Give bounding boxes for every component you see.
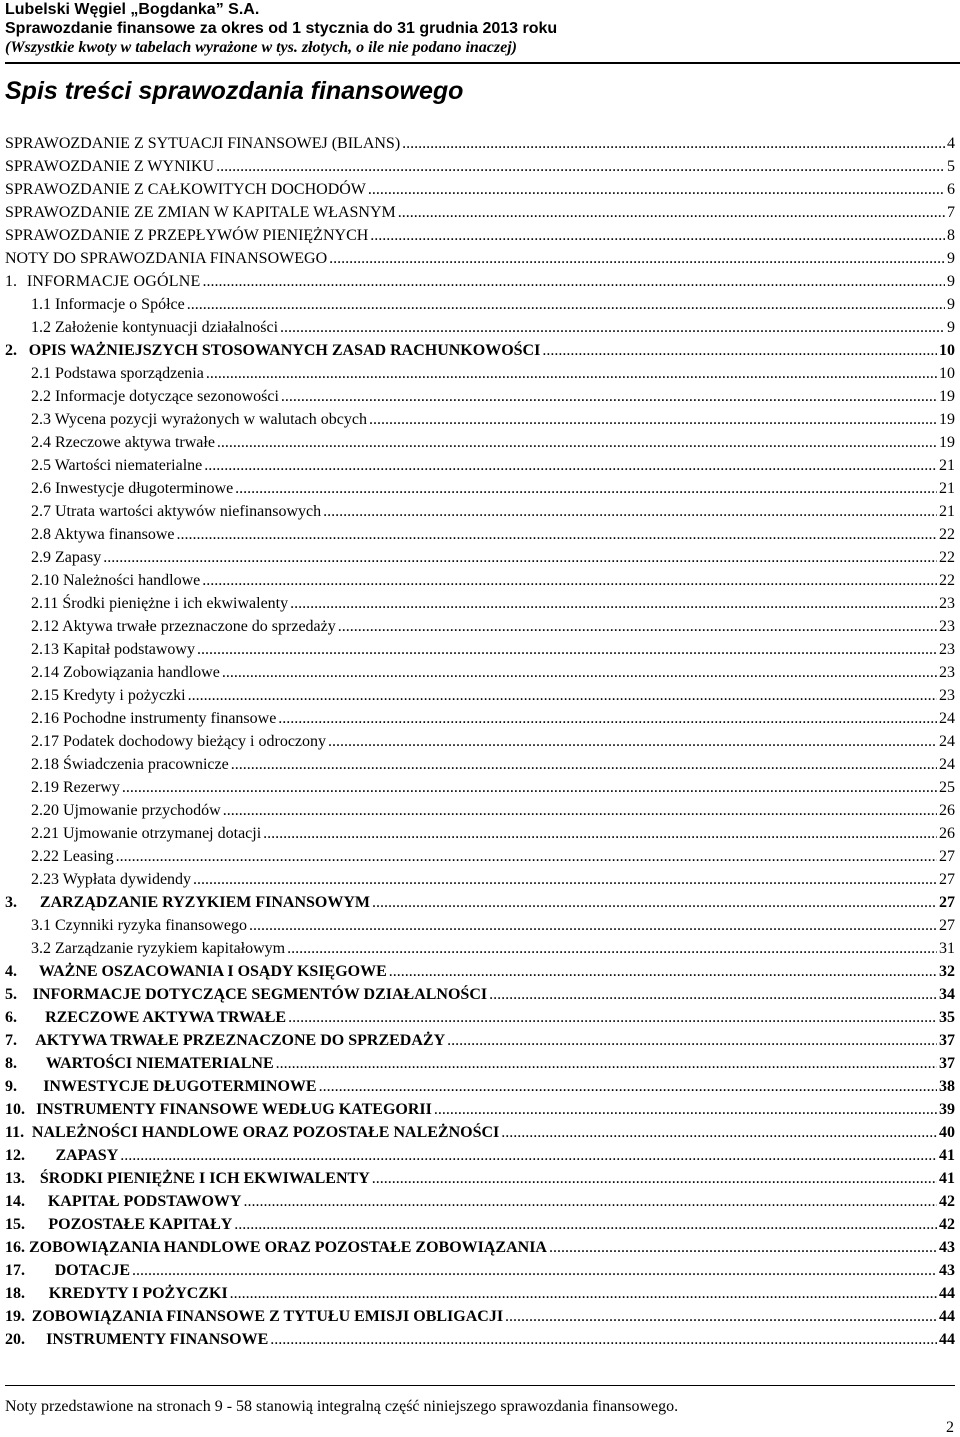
toc-entry[interactable]	[5, 613, 955, 636]
currency-note: (Wszystkie kwoty w tabelach wyrażone w tys. złotych, o ile nie podano inaczej)	[5, 39, 517, 56]
toc-entry[interactable]	[5, 1280, 955, 1303]
toc-entry-label: NOTY DO SPRAWOZDANIA FINANSOWEGO	[5, 250, 328, 267]
toc-entry[interactable]	[5, 590, 955, 613]
toc-dot-leader	[372, 893, 937, 912]
toc-entry-page: 31	[939, 940, 955, 957]
toc-entry-page: 22	[939, 549, 955, 566]
toc-dot-leader	[177, 525, 937, 544]
toc-entry-label: WAŻNE OSZACOWANIA I OSĄDY KSIĘGOWE	[38, 963, 387, 980]
toc-entry-page: 9	[947, 250, 955, 267]
toc-entry-label: ZOBOWIĄZANIA HANDLOWE ORAZ POZOSTAŁE ZOBOWIĄZANIA	[28, 1239, 547, 1256]
toc-entry[interactable]	[5, 544, 955, 567]
toc-entry[interactable]	[5, 981, 955, 1004]
toc-entry[interactable]	[5, 1004, 955, 1027]
toc-dot-leader	[389, 962, 937, 981]
toc-entry-page: 21	[939, 457, 955, 474]
toc-entry[interactable]	[5, 1303, 955, 1326]
toc-entry[interactable]	[5, 1073, 955, 1096]
toc-entry[interactable]	[5, 199, 955, 222]
toc-entry[interactable]	[5, 1326, 955, 1349]
toc-entry-page: 24	[939, 756, 955, 773]
toc-dot-leader	[278, 709, 937, 728]
toc-entry-label: SPRAWOZDANIE Z SYTUACJI FINANSOWEJ (BILANS)	[5, 135, 401, 152]
toc-entry-number: 18.	[5, 1285, 25, 1302]
toc-entry-label: 3.1 Czynniki ryzyka finansowego	[31, 917, 247, 934]
toc-dot-leader	[249, 916, 937, 935]
toc-entry-page: 44	[939, 1285, 955, 1302]
toc-entry[interactable]	[5, 498, 955, 521]
toc-entry[interactable]	[5, 406, 955, 429]
footer-note: Noty przedstawione na stronach 9 - 58 stanowią integralną część niniejszego sprawozdania finansowego.	[5, 1398, 679, 1415]
toc-entry[interactable]	[5, 751, 955, 774]
toc-entry-number: 11.	[5, 1124, 25, 1141]
toc-dot-leader	[288, 1008, 937, 1027]
toc-dot-leader	[222, 663, 937, 682]
toc-dot-leader	[276, 1054, 937, 1073]
toc-entry-page: 26	[939, 802, 955, 819]
toc-dot-leader	[202, 571, 937, 590]
toc-entry[interactable]	[5, 705, 955, 728]
toc-entry-number: 5.	[5, 986, 17, 1003]
toc-entry-page: 44	[939, 1331, 955, 1348]
toc-entry-page: 10	[939, 365, 955, 382]
toc-dot-leader	[368, 180, 945, 199]
toc-entry[interactable]	[5, 958, 955, 981]
toc-entry-label: WARTOŚCI NIEMATERIALNE	[45, 1055, 274, 1072]
toc-entry-label: 2.22 Leasing	[31, 848, 114, 865]
toc-entry-label: 2.4 Rzeczowe aktywa trwałe	[31, 434, 215, 451]
toc-entry-page: 38	[939, 1078, 955, 1095]
toc-dot-leader	[402, 134, 945, 153]
toc-dot-leader	[202, 272, 945, 291]
toc-dot-leader	[204, 456, 937, 475]
page-title: Spis treści sprawozdania finansowego	[5, 77, 464, 105]
toc-dot-leader	[281, 387, 937, 406]
toc-entry-page: 27	[939, 894, 955, 911]
toc-entry-label: INSTRUMENTY FINANSOWE	[46, 1331, 269, 1348]
toc-entry[interactable]	[5, 176, 955, 199]
toc-entry-number: 1.	[5, 273, 17, 290]
toc-entry-label: 2.3 Wycena pozycji wyrażonych w walutach obcych	[31, 411, 367, 428]
toc-entry-label: 2.12 Aktywa trwałe przeznaczone do sprzedaży	[31, 618, 336, 635]
toc-dot-leader	[243, 1192, 937, 1211]
toc-entry-page: 19	[939, 388, 955, 405]
toc-entry-label: ZARZĄDZANIE RYZYKIEM FINANSOWYM	[39, 894, 371, 911]
toc-dot-leader	[263, 824, 937, 843]
toc-entry-page: 10	[939, 342, 955, 359]
toc-entry[interactable]	[5, 1211, 955, 1234]
toc-entry[interactable]	[5, 682, 955, 705]
toc-entry-page: 41	[939, 1170, 955, 1187]
toc-dot-leader	[120, 1146, 937, 1165]
toc-entry-page: 19	[939, 434, 955, 451]
toc-entry-label: 2.15 Kredyty i pożyczki	[31, 687, 186, 704]
toc-entry-page: 19	[939, 411, 955, 428]
toc-dot-leader	[188, 686, 937, 705]
toc-entry[interactable]	[5, 521, 955, 544]
toc-entry[interactable]	[5, 222, 955, 245]
toc-entry-label: 2.21 Ujmowanie otrzymanej dotacji	[31, 825, 262, 842]
toc-dot-leader	[319, 1077, 937, 1096]
toc-entry-label: 2.7 Utrata wartości aktywów niefinansowych	[31, 503, 322, 520]
toc-entry[interactable]	[5, 337, 955, 360]
toc-entry-number: 2.	[5, 342, 17, 359]
toc-entry-page: 32	[939, 963, 955, 980]
toc-entry-label: INSTRUMENTY FINANSOWE WEDŁUG KATEGORII	[36, 1101, 432, 1118]
toc-entry-label: INFORMACJE DOTYCZĄCE SEGMENTÓW DZIAŁALNOŚCI	[32, 986, 488, 1003]
toc-dot-leader	[372, 1169, 937, 1188]
toc-dot-leader	[290, 594, 937, 613]
toc-entry-label: DOTACJE	[54, 1262, 130, 1279]
toc-entry-label: 2.19 Rezerwy	[31, 779, 120, 796]
toc-entry-label: 1.2 Założenie kontynuacji działalności	[31, 319, 279, 336]
toc-entry-page: 23	[939, 595, 955, 612]
toc-entry-label: 2.16 Pochodne instrumenty finansowe	[31, 710, 277, 727]
toc-entry-number: 13.	[5, 1170, 25, 1187]
toc-entry-label: INFORMACJE OGÓLNE	[26, 273, 201, 290]
toc-entry[interactable]	[5, 889, 955, 912]
toc-dot-leader	[216, 157, 945, 176]
toc-entry-label: 2.1 Podstawa sporządzenia	[31, 365, 204, 382]
toc-dot-leader	[338, 617, 937, 636]
toc-entry-page: 4	[947, 135, 955, 152]
toc-entry[interactable]	[5, 797, 955, 820]
toc-entry-label: 2.14 Zobowiązania handlowe	[31, 664, 220, 681]
toc-dot-leader	[549, 1238, 937, 1257]
toc-entry[interactable]	[5, 245, 955, 268]
toc-dot-leader	[542, 341, 937, 360]
toc-entry-label: 2.5 Wartości niematerialne	[31, 457, 203, 474]
toc-dot-leader	[223, 801, 937, 820]
toc-dot-leader	[280, 318, 945, 337]
toc-dot-leader	[489, 985, 937, 1004]
toc-entry[interactable]	[5, 935, 955, 958]
toc-entry[interactable]	[5, 130, 955, 153]
toc-dot-leader	[197, 640, 937, 659]
toc-entry-number: 12.	[5, 1147, 25, 1164]
toc-entry-page: 9	[947, 319, 955, 336]
toc-entry-label: INWESTYCJE DŁUGOTERMINOWE	[43, 1078, 317, 1095]
toc-entry[interactable]	[5, 820, 955, 843]
toc-dot-leader	[398, 203, 945, 222]
toc-entry-number: 9.	[5, 1078, 17, 1095]
toc-entry-page: 42	[939, 1216, 955, 1233]
footer-rule	[5, 1385, 955, 1386]
toc-entry-page: 41	[939, 1147, 955, 1164]
toc-entry[interactable]	[5, 1234, 955, 1257]
toc-entry[interactable]	[5, 360, 955, 383]
toc-dot-leader	[116, 847, 937, 866]
toc-entry-label: RZECZOWE AKTYWA TRWAŁE	[45, 1009, 287, 1026]
report-period: Sprawozdanie finansowe za okres od 1 stycznia do 31 grudnia 2013 roku	[5, 20, 558, 37]
toc-dot-leader	[187, 295, 945, 314]
toc-entry[interactable]	[5, 475, 955, 498]
toc-entry[interactable]	[5, 314, 955, 337]
toc-dot-leader	[329, 249, 945, 268]
toc-entry-label: 2.11 Środki pieniężne i ich ekwiwalenty	[31, 595, 289, 612]
toc-dot-leader	[328, 732, 937, 751]
toc-entry[interactable]	[5, 1050, 955, 1073]
toc-entry[interactable]	[5, 912, 955, 935]
toc-entry[interactable]	[5, 452, 955, 475]
toc-entry[interactable]	[5, 567, 955, 590]
toc-entry-number: 6.	[5, 1009, 17, 1026]
toc-entry-label: 2.10 Należności handlowe	[31, 572, 201, 589]
toc-entry-label: 2.18 Świadczenia pracownicze	[31, 756, 229, 773]
toc-entry-page: 24	[939, 710, 955, 727]
toc-entry-label: AKTYWA TRWAŁE PRZEZNACZONE DO SPRZEDAŻY	[35, 1032, 446, 1049]
toc-entry-number: 20.	[5, 1331, 25, 1348]
toc-dot-leader	[270, 1330, 937, 1349]
toc-dot-leader	[370, 226, 945, 245]
toc-entry[interactable]	[5, 728, 955, 751]
toc-dot-leader	[369, 410, 937, 429]
toc-entry-label: 1.1 Informacje o Spółce	[31, 296, 185, 313]
toc-entry-page: 40	[939, 1124, 955, 1141]
toc-dot-leader	[206, 364, 937, 383]
toc-entry-number: 8.	[5, 1055, 17, 1072]
toc-entry-label: 2.9 Zapasy	[31, 549, 102, 566]
toc-dot-leader	[193, 870, 937, 889]
toc-entry-page: 23	[939, 618, 955, 635]
toc-entry-page: 39	[939, 1101, 955, 1118]
toc-dot-leader	[287, 939, 937, 958]
toc-entry[interactable]	[5, 268, 955, 291]
toc-entry-label: 2.17 Podatek dochodowy bieżący i odroczony	[31, 733, 327, 750]
toc-entry[interactable]	[5, 1096, 955, 1119]
toc-entry-page: 27	[939, 848, 955, 865]
toc-entry-label: SPRAWOZDANIE Z CAŁKOWITYCH DOCHODÓW	[5, 181, 366, 198]
toc-entry-label: ŚRODKI PIENIĘŻNE I ICH EKWIWALENTY	[39, 1170, 370, 1187]
toc-entry-page: 9	[947, 273, 955, 290]
toc-entry-page: 22	[939, 572, 955, 589]
toc-dot-leader	[103, 548, 937, 567]
toc-entry-page: 5	[947, 158, 955, 175]
toc-entry[interactable]	[5, 429, 955, 452]
toc-dot-leader	[447, 1031, 937, 1050]
toc-entry-page: 26	[939, 825, 955, 842]
table-of-contents	[5, 130, 955, 1349]
toc-entry[interactable]	[5, 1257, 955, 1280]
toc-entry-page: 23	[939, 687, 955, 704]
toc-dot-leader	[217, 433, 937, 452]
toc-entry-page: 37	[939, 1032, 955, 1049]
toc-entry-label: SPRAWOZDANIE Z WYNIKU	[5, 158, 215, 175]
toc-entry-page: 24	[939, 733, 955, 750]
toc-entry-label: 2.13 Kapitał podstawowy	[31, 641, 195, 658]
toc-entry-page: 9	[947, 296, 955, 313]
toc-entry-page: 34	[939, 986, 955, 1003]
toc-dot-leader	[132, 1261, 937, 1280]
toc-entry-page: 25	[939, 779, 955, 796]
toc-entry-label: 3.2 Zarządzanie ryzykiem kapitałowym	[31, 940, 286, 957]
toc-entry-label: 2.23 Wypłata dywidendy	[31, 871, 192, 888]
toc-entry-label: ZAPASY	[55, 1147, 119, 1164]
toc-entry-number: 4.	[5, 963, 17, 980]
toc-entry-label: SPRAWOZDANIE ZE ZMIAN W KAPITALE WŁASNYM	[5, 204, 396, 221]
toc-entry-label: 2.6 Inwestycje długoterminowe	[31, 480, 234, 497]
toc-entry-number: 16.	[5, 1239, 25, 1256]
toc-entry[interactable]	[5, 153, 955, 176]
toc-entry[interactable]	[5, 866, 955, 889]
toc-entry-label: OPIS WAŻNIEJSZYCH STOSOWANYCH ZASAD RACHUNKOWOŚCI	[28, 342, 541, 359]
header-rule	[5, 62, 960, 64]
toc-entry-number: 19.	[5, 1308, 25, 1325]
toc-entry-number: 15.	[5, 1216, 25, 1233]
toc-entry-page: 42	[939, 1193, 955, 1210]
toc-entry-page: 21	[939, 480, 955, 497]
toc-entry-label: ZOBOWIĄZANIA FINANSOWE Z TYTUŁU EMISJI OBLIGACJI	[31, 1308, 504, 1325]
toc-entry-label: SPRAWOZDANIE Z PRZEPŁYWÓW PIENIĘŻNYCH	[5, 227, 369, 244]
toc-dot-leader	[230, 1284, 937, 1303]
toc-entry[interactable]	[5, 1142, 955, 1165]
toc-entry-label: 2.8 Aktywa finansowe	[31, 526, 175, 543]
page-number: 2	[946, 1419, 954, 1436]
toc-dot-leader	[501, 1123, 937, 1142]
toc-entry[interactable]	[5, 774, 955, 797]
toc-entry-number: 3.	[5, 894, 17, 911]
toc-dot-leader	[323, 502, 937, 521]
toc-entry-label: KAPITAŁ PODSTAWOWY	[47, 1193, 242, 1210]
toc-entry-page: 27	[939, 871, 955, 888]
toc-entry-page: 44	[939, 1308, 955, 1325]
toc-entry-number: 14.	[5, 1193, 25, 1210]
toc-dot-leader	[235, 479, 937, 498]
toc-entry-label: 2.20 Ujmowanie przychodów	[31, 802, 221, 819]
toc-entry-page: 22	[939, 526, 955, 543]
toc-entry-page: 35	[939, 1009, 955, 1026]
document-header	[5, 0, 960, 57]
toc-entry-page: 21	[939, 503, 955, 520]
toc-entry[interactable]	[5, 1188, 955, 1211]
toc-entry-page: 37	[939, 1055, 955, 1072]
toc-entry-page: 43	[939, 1239, 955, 1256]
toc-entry[interactable]	[5, 1119, 955, 1142]
toc-entry-label: 2.2 Informacje dotyczące sezonowości	[31, 388, 279, 405]
toc-entry[interactable]	[5, 843, 955, 866]
toc-entry-page: 7	[947, 204, 955, 221]
toc-dot-leader	[234, 1215, 937, 1234]
company-name: Lubelski Węgiel „Bogdanka” S.A.	[5, 1, 260, 18]
toc-entry-page: 23	[939, 664, 955, 681]
toc-entry-page: 6	[947, 181, 955, 198]
toc-entry[interactable]	[5, 1027, 955, 1050]
toc-entry-page: 43	[939, 1262, 955, 1279]
toc-dot-leader	[434, 1100, 937, 1119]
toc-entry-number: 17.	[5, 1262, 25, 1279]
toc-entry-label: POZOSTAŁE KAPITAŁY	[48, 1216, 233, 1233]
toc-dot-leader	[505, 1307, 937, 1326]
toc-entry[interactable]	[5, 291, 955, 314]
toc-entry[interactable]	[5, 1165, 955, 1188]
toc-entry-label: KREDYTY I POŻYCZKI	[48, 1285, 228, 1302]
toc-entry[interactable]	[5, 636, 955, 659]
toc-entry-page: 27	[939, 917, 955, 934]
toc-dot-leader	[231, 755, 937, 774]
toc-entry-page: 8	[947, 227, 955, 244]
toc-entry-page: 23	[939, 641, 955, 658]
toc-entry-number: 10.	[5, 1101, 25, 1118]
toc-entry-label: NALEŻNOŚCI HANDLOWE ORAZ POZOSTAŁE NALEŻNOŚCI	[31, 1124, 500, 1141]
toc-entry-number: 7.	[5, 1032, 17, 1049]
toc-entry[interactable]	[5, 659, 955, 682]
toc-entry[interactable]	[5, 383, 955, 406]
toc-dot-leader	[122, 778, 937, 797]
